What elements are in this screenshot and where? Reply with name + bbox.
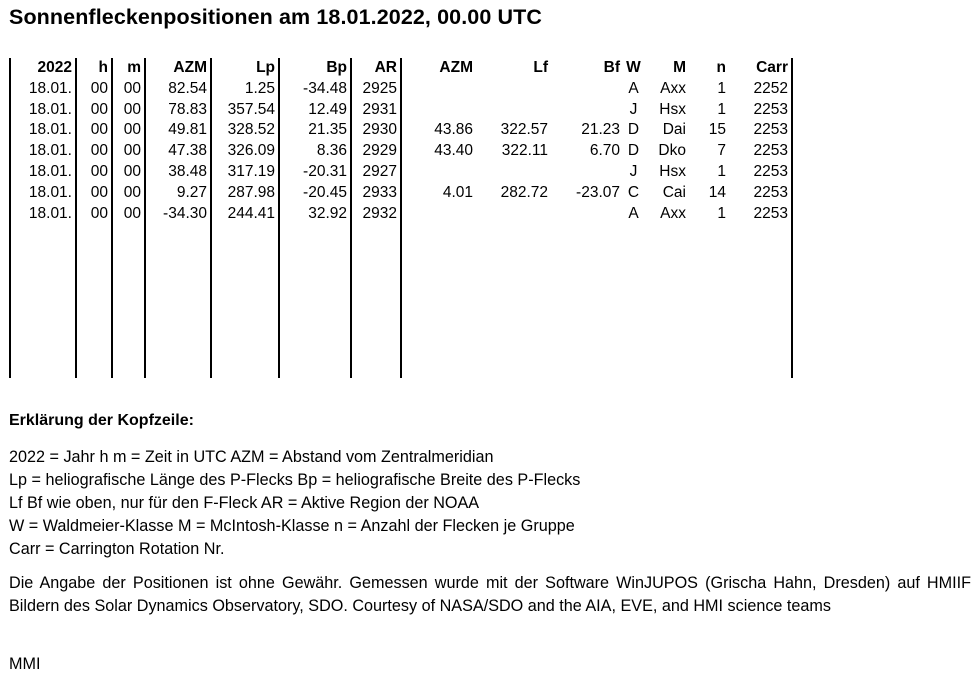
table-cell: 18.01. [10, 79, 76, 100]
column-header: Bp [279, 58, 351, 79]
table-filler-cell [76, 224, 112, 378]
table-cell: D [627, 142, 640, 160]
table-cell [551, 204, 623, 225]
table-cell: -34.48 [279, 79, 351, 100]
table-cell: 244.41 [211, 204, 279, 225]
author-initials: MMI [9, 655, 41, 673]
table-cell: 00 [76, 183, 112, 204]
column-header: m [112, 58, 145, 79]
table-row [10, 204, 792, 225]
table-row [10, 120, 792, 141]
table-cell: 00 [112, 120, 145, 141]
column-header: W [626, 59, 641, 76]
table-cell: D [627, 121, 640, 139]
column-header: Lf [533, 59, 548, 76]
table-cell: 287.98 [211, 183, 279, 204]
column-header: Bf [603, 59, 620, 76]
table-cell: 2253 [729, 183, 792, 204]
table-cell: 357.54 [211, 100, 279, 121]
table-cell: -23.07 [576, 183, 620, 201]
table-cell: 2253 [729, 100, 792, 121]
table-cell: -34.30 [145, 204, 211, 225]
table-cell: 82.54 [145, 79, 211, 100]
table-cell [401, 162, 476, 183]
table-cell: 32.92 [279, 204, 351, 225]
table-cell: 12.49 [279, 100, 351, 121]
table-cell: 326.09 [211, 141, 279, 162]
table-cell: Cai [662, 183, 686, 201]
table-filler-cell [112, 224, 145, 378]
table-cell: 8.36 [279, 141, 351, 162]
table-cell [551, 79, 623, 100]
table-cell: 47.38 [145, 141, 211, 162]
table-cell: 43.40 [434, 142, 473, 160]
table-cell: 2930 [351, 120, 401, 141]
table-cell: 00 [112, 100, 145, 121]
table-cell: 38.48 [145, 162, 211, 183]
table-cell: 2932 [351, 204, 401, 225]
table-cell: 00 [76, 79, 112, 100]
table-cell: 6.70 [589, 142, 620, 160]
table-cell: A [628, 204, 639, 222]
table-filler-cell [644, 224, 689, 378]
column-header: M [673, 59, 686, 76]
table-row [10, 79, 792, 100]
table-cell [401, 204, 476, 225]
sunspot-table-container [9, 58, 793, 378]
table-filler-cell [10, 224, 76, 378]
table-cell: 4.01 [442, 183, 473, 201]
table-filler-cell [551, 224, 623, 378]
table-cell: Axx [660, 204, 686, 222]
table-cell: 2929 [351, 141, 401, 162]
table-cell: 282.72 [500, 183, 548, 201]
table-cell: 49.81 [145, 120, 211, 141]
column-header: h [76, 58, 112, 79]
table-filler-cell [279, 224, 351, 378]
table-cell: 18.01. [10, 183, 76, 204]
column-header: Carr [729, 58, 792, 79]
column-header: n [716, 59, 726, 76]
table-row [10, 183, 792, 204]
column-header: AZM [439, 59, 473, 76]
table-cell: 00 [76, 141, 112, 162]
legend-line: 2022 = Jahr h m = Zeit in UTC AZM = Abstand vom Zentralmeridian [9, 448, 494, 466]
table-cell: Dko [658, 142, 686, 160]
table-cell: 18.01. [10, 120, 76, 141]
table-cell: 317.19 [211, 162, 279, 183]
table-cell: 1 [717, 79, 726, 97]
table-cell: Hsx [659, 162, 686, 180]
table-filler-cell [623, 224, 644, 378]
table-cell [476, 100, 551, 121]
table-filler-cell [476, 224, 551, 378]
table-cell: 00 [112, 162, 145, 183]
table-cell: A [628, 79, 639, 97]
table-cell: J [629, 100, 638, 118]
table-cell: C [627, 183, 640, 201]
disclaimer: Die Angabe der Positionen ist ohne Gewähr. Gemessen wurde mit der Software WinJUPOS (Grischa Hahn, Dresden) auf HMIIF Bildern des Solar Dynamics Observatory, SDO. Courtesy of NASA/SDO and the AIA, EVE, and HMI science teams [9, 574, 971, 615]
table-cell: 328.52 [211, 120, 279, 141]
table-header-row [10, 58, 792, 79]
table-filler-row [10, 224, 792, 378]
table-cell: 1.25 [211, 79, 279, 100]
column-header: 2022 [10, 58, 76, 79]
table-cell [476, 79, 551, 100]
table-cell [551, 162, 623, 183]
table-cell: 00 [76, 162, 112, 183]
column-header: AR [351, 58, 401, 79]
table-cell: 18.01. [10, 204, 76, 225]
table-cell: -20.31 [279, 162, 351, 183]
table-cell: 18.01. [10, 141, 76, 162]
table-cell: 78.83 [145, 100, 211, 121]
table-filler-cell [211, 224, 279, 378]
table-row [10, 141, 792, 162]
table-filler-cell [145, 224, 211, 378]
legend-line: Lf Bf wie oben, nur für den F-Fleck AR = Aktive Region der NOAA [9, 494, 480, 512]
table-cell: 00 [112, 79, 145, 100]
table-cell: 18.01. [10, 100, 76, 121]
table-cell: -20.45 [279, 183, 351, 204]
table-cell: 2927 [351, 162, 401, 183]
sunspot-table [9, 58, 793, 378]
table-cell: 00 [76, 120, 112, 141]
table-cell: 322.11 [501, 142, 548, 160]
legend-line: W = Waldmeier-Klasse M = McIntosh-Klasse n = Anzahl der Flecken je Gruppe [9, 517, 575, 535]
legend-line: Lp = heliografische Länge des P-Flecks Bp = heliografische Breite des P-Flecks [9, 471, 581, 489]
table-cell: 2925 [351, 79, 401, 100]
table-cell: 2252 [729, 79, 792, 100]
table-cell: 2933 [351, 183, 401, 204]
table-filler-cell [729, 224, 792, 378]
table-cell: 1 [717, 204, 726, 222]
table-cell: J [629, 162, 638, 180]
table-filler-cell [401, 224, 476, 378]
column-header: Lp [211, 58, 279, 79]
table-cell: 2253 [729, 120, 792, 141]
table-cell: 2253 [729, 141, 792, 162]
table-cell [401, 100, 476, 121]
legend [9, 446, 580, 561]
table-cell: Axx [660, 79, 686, 97]
table-cell: 1 [717, 100, 726, 118]
table-filler-cell [351, 224, 401, 378]
table-cell: 1 [717, 162, 726, 180]
table-cell: 322.57 [500, 121, 548, 139]
legend-line: Carr = Carrington Rotation Nr. [9, 540, 225, 558]
table-cell: 18.01. [10, 162, 76, 183]
table-cell: 2253 [729, 162, 792, 183]
table-cell: 21.35 [279, 120, 351, 141]
table-cell: 00 [112, 141, 145, 162]
legend-title: Erklärung der Kopfzeile: [9, 412, 194, 429]
table-cell: Dai [662, 121, 686, 139]
column-header: AZM [145, 58, 211, 79]
page-title: Sonnenfleckenpositionen am 18.01.2022, 00.00 UTC [9, 5, 542, 29]
table-cell [476, 162, 551, 183]
table-filler-cell [689, 224, 729, 378]
table-cell: 00 [76, 100, 112, 121]
table-row [10, 100, 792, 121]
table-cell: 00 [112, 183, 145, 204]
table-cell: 00 [76, 204, 112, 225]
table-cell: 2253 [729, 204, 792, 225]
table-cell: 15 [708, 121, 726, 139]
table-cell [476, 204, 551, 225]
table-cell [401, 79, 476, 100]
table-cell: 14 [708, 183, 726, 201]
table-cell: 2931 [351, 100, 401, 121]
table-cell: 00 [112, 204, 145, 225]
table-cell: 9.27 [145, 183, 211, 204]
table-body [10, 79, 792, 379]
table-cell: 43.86 [434, 121, 473, 139]
table-cell: 21.23 [581, 121, 620, 139]
table-cell: Hsx [659, 100, 686, 118]
table-cell: 7 [717, 142, 726, 160]
table-cell [551, 100, 623, 121]
table-row [10, 162, 792, 183]
